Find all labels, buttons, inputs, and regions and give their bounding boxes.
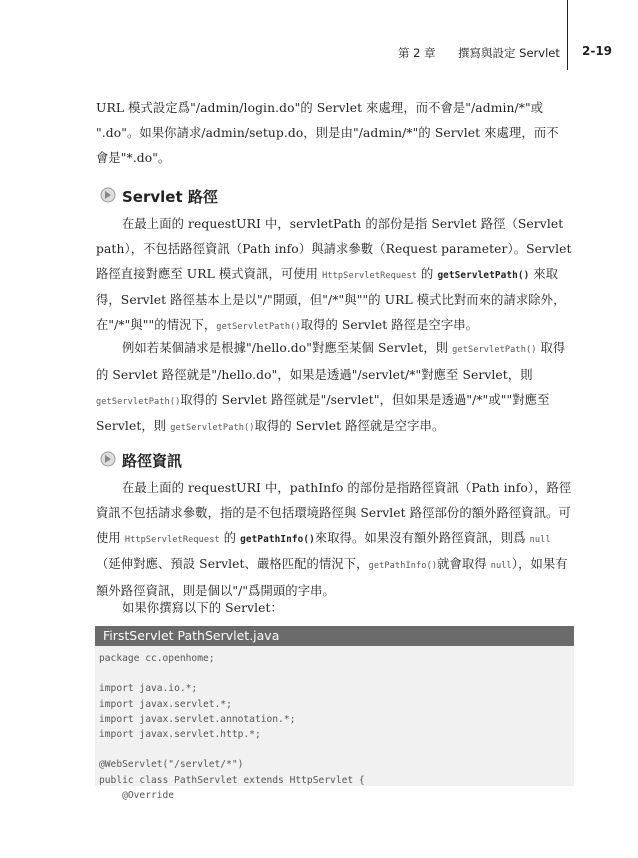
intro-line-3: 會是"*.do"。	[96, 150, 171, 165]
text-run: 取得的 Servlet 路徑是空字串。	[300, 318, 479, 333]
servlet-path-paragraph	[96, 212, 574, 340]
text-run: 在最上面的 requestURI 中，servletPath 的部份是指 Servlet 路徑（Servlet path），不包括路徑資訊（Path info）與請求參數（Request parameter）。Servlet 路徑直接對應至 URL 模式資訊，可使用	[96, 217, 572, 281]
text-run: 例如若某個請求是根據"/hello.do"對應至某個 Servlet，則	[122, 341, 453, 355]
closing-text: 如果你撰寫以下的 Servlet：	[122, 601, 283, 615]
text-run: ），如果有額外路徑資訊，則是個以"/"爲開頭的字串。	[96, 557, 568, 599]
intro-paragraph	[96, 96, 574, 170]
text-run: 就會取得	[437, 557, 491, 572]
inline-code: null	[490, 561, 512, 572]
inline-code-bold: getPathInfo()	[240, 533, 315, 545]
example-paragraph	[96, 336, 574, 441]
section-bullet-icon	[100, 187, 116, 203]
section-title: 路徑資訊	[122, 452, 183, 470]
code-listing-title-bar	[95, 626, 574, 646]
inline-code: null	[529, 534, 551, 545]
text-run: 取得的 Servlet 路徑就是空字串。	[254, 419, 445, 434]
code-filename: FirstServlet PathServlet.java	[103, 628, 280, 643]
section-bullet-icon	[100, 451, 116, 467]
text-run: （延伸對應、預設 Servlet、嚴格匹配的情況下，	[96, 557, 369, 572]
inline-code: getPathInfo()	[368, 561, 438, 572]
running-header	[396, 44, 616, 60]
path-info-paragraph	[96, 476, 574, 604]
inline-code: getServletPath()	[170, 423, 255, 434]
code-source: package cc.openhome; import java.io.*; import javax.servlet.*; import javax.servlet.annotation.*; import javax.servlet.http.*; @WebServlet("/servlet/*") public class PathServlet extends HttpServlet { @Override	[99, 653, 365, 801]
text-run: 的	[219, 530, 241, 545]
text-run: 取得的 Servlet 路徑就是"/servlet"，但如果是透過"/*"或""對應至 Servlet，則	[96, 392, 550, 434]
inline-code: HttpServletRequest	[322, 270, 418, 281]
text-run: 來取得，Servlet 路徑基本上是以"/"開頭，但"/*"與""的 URL 模式比對而來的請求除外，在"/*"與""的情況下，	[96, 266, 566, 333]
chapter-title: 撰寫與設定 Servlet	[458, 46, 560, 60]
inline-code: getServletPath()	[216, 322, 301, 333]
inline-code: HttpServletRequest	[124, 534, 220, 545]
section-title: Servlet 路徑	[122, 188, 218, 206]
page-number: 2-19	[582, 44, 613, 58]
text-run: 來取得。如果沒有額外路徑資訊，則爲	[314, 530, 530, 545]
inline-code: getServletPath()	[452, 345, 537, 355]
inline-code: getServletPath()	[96, 396, 181, 407]
closing-paragraph	[96, 596, 574, 621]
inline-code-bold: getServletPath()	[437, 269, 530, 281]
text-run: 的	[417, 266, 438, 281]
chapter-number: 第 2 章	[398, 46, 436, 60]
intro-line-1: URL 模式設定爲"/admin/login.do"的 Servlet 來處理，而不會是"/admin/*"或	[96, 101, 544, 115]
text-run: 在最上面的 requestURI 中，pathInfo 的部份是指路徑資訊（Path info），路徑資訊不包括請求參數，指的是不包括環境路徑與 Servlet 路徑部份的額外路徑資訊。可使用	[96, 481, 572, 545]
intro-line-2: ".do"。如果你請求/admin/setup.do，則是由"/admin/*"的 Servlet 來處理，而不	[96, 125, 559, 140]
code-listing	[95, 646, 574, 801]
text-run: 取得的 Servlet 路徑就是"/hello.do"，如果是透過"/servlet/*"對應至 Servlet，則	[96, 341, 566, 382]
